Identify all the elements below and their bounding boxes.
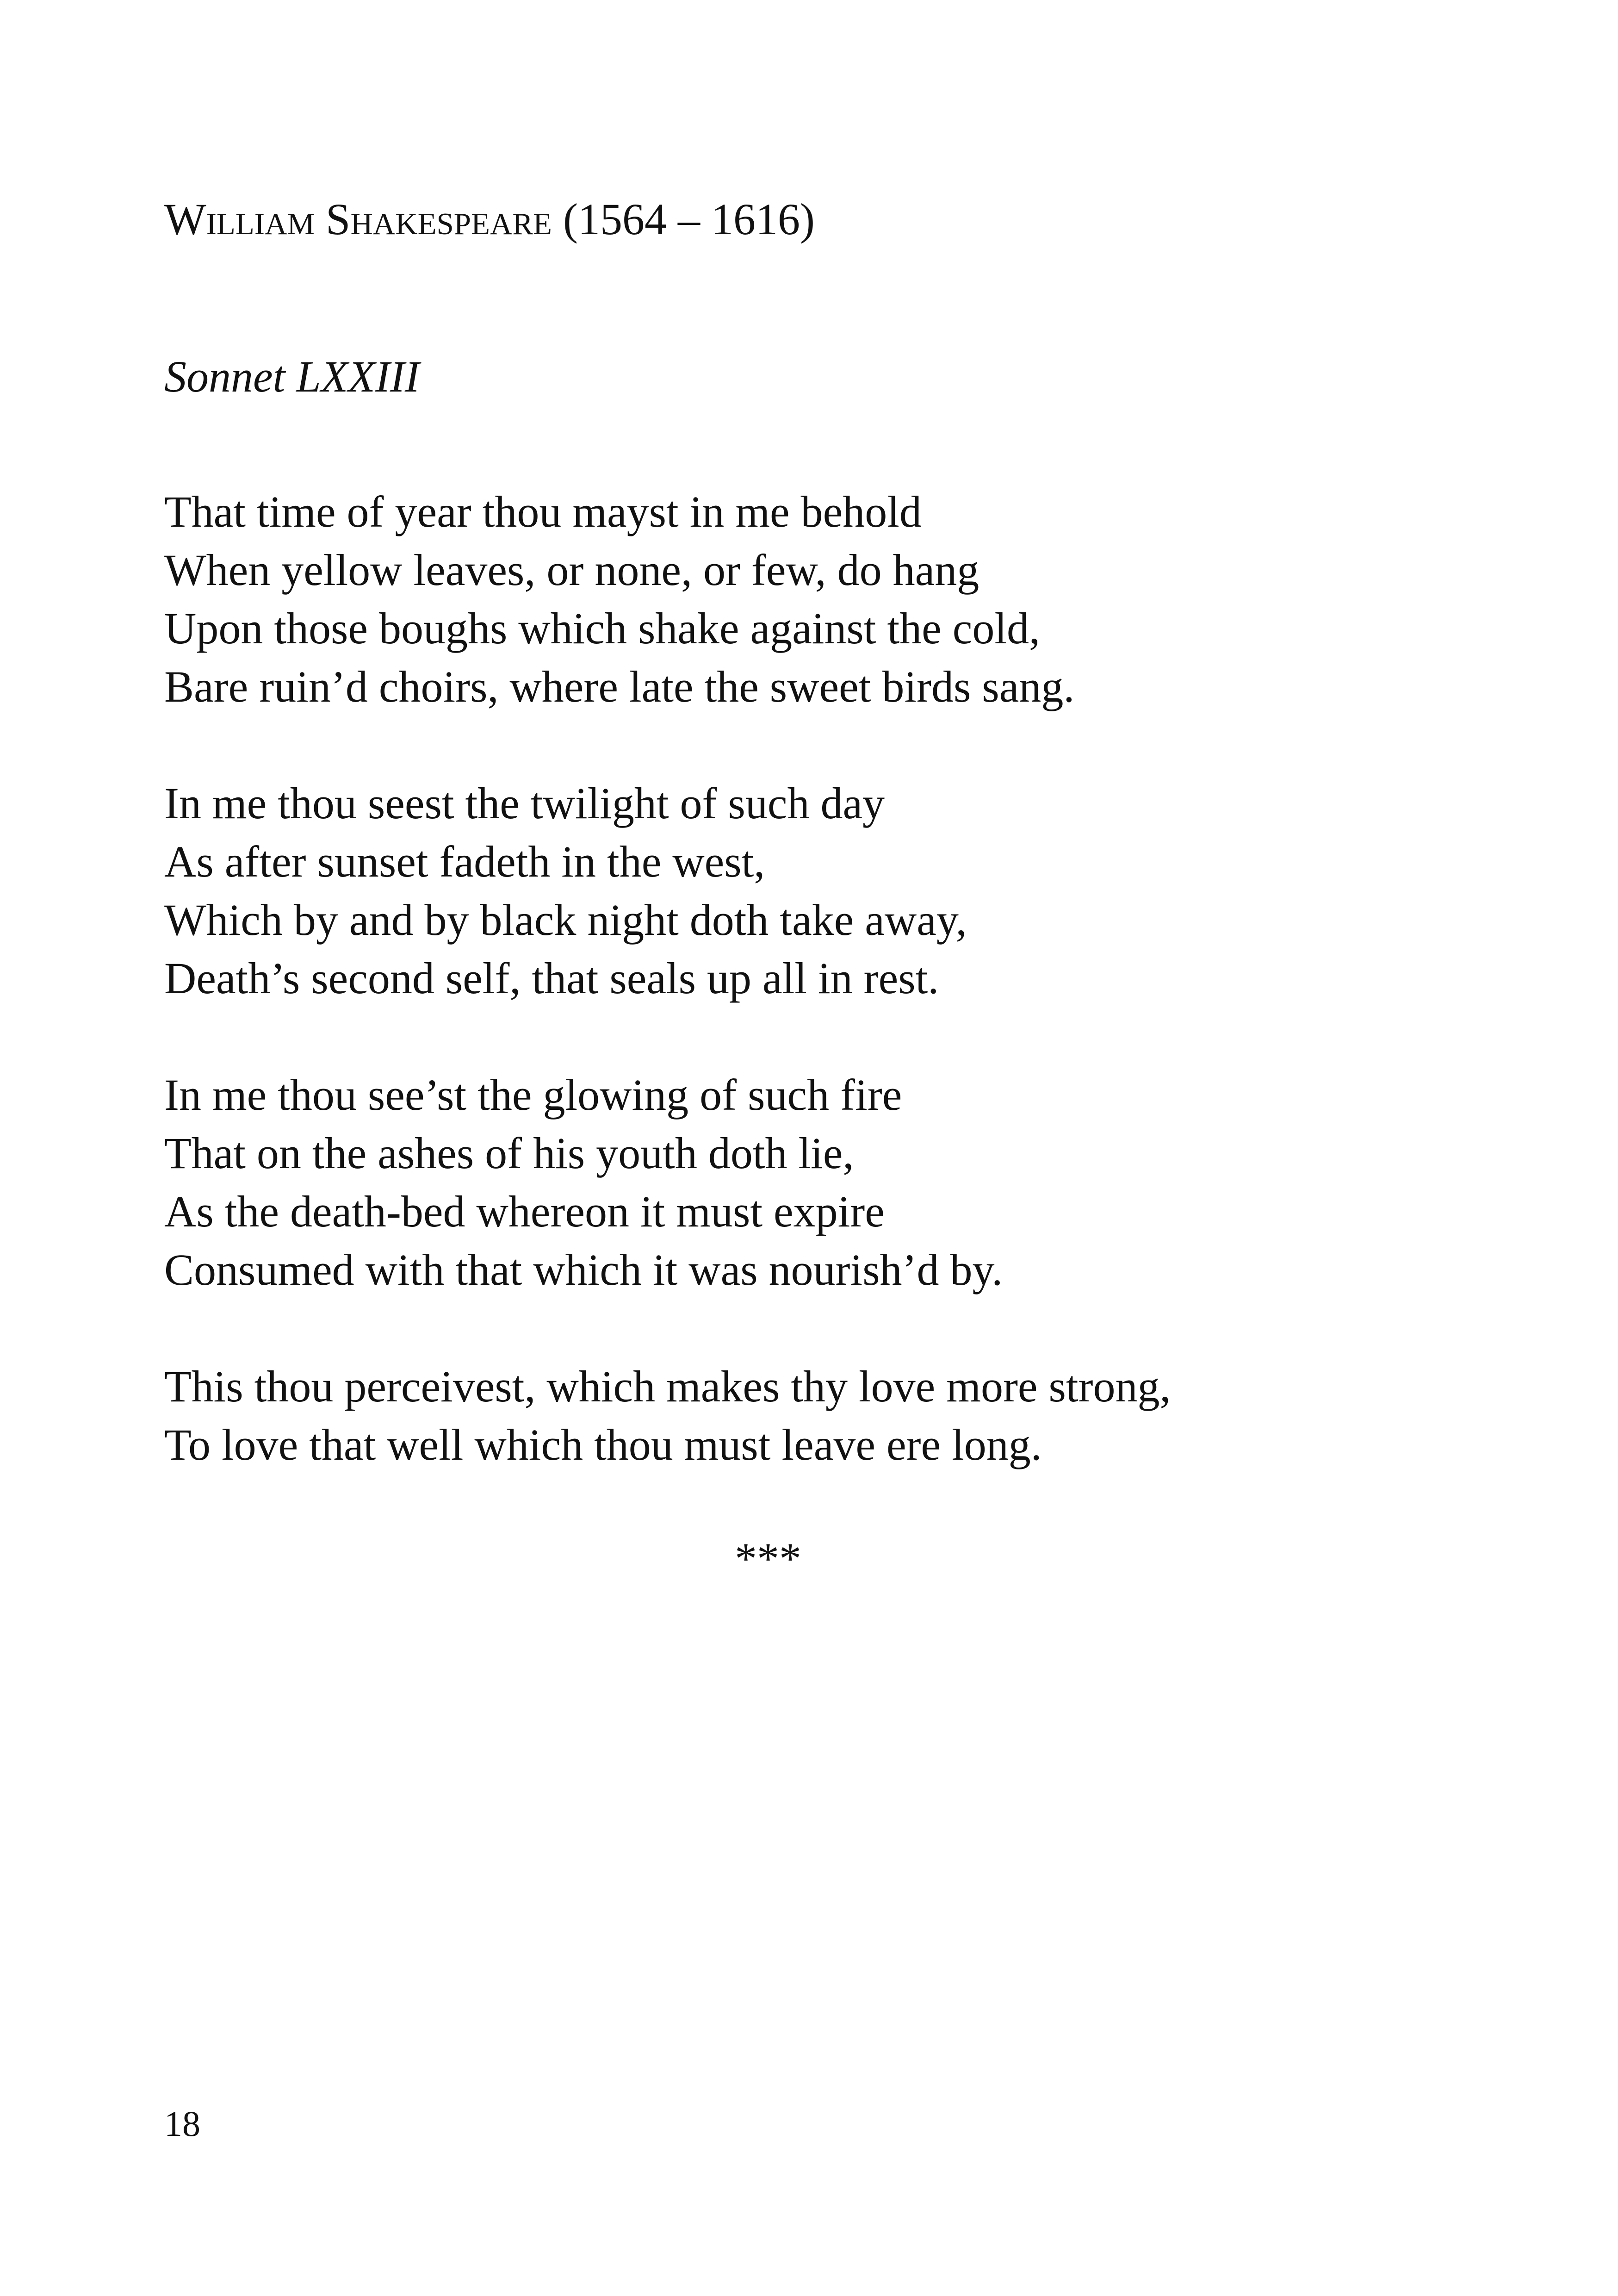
poem-line: That on the ashes of his youth doth lie, [164,1128,854,1178]
author-last-name: Shakespeare [326,194,552,244]
poem-line: As after sunset fadeth in the west, [164,837,765,886]
poem-line: As the death-bed whereon it must expire [164,1187,885,1236]
stanza-2 [164,774,1506,1008]
stanza-3 [164,1066,1506,1299]
poem-line: In me thou see’st the glowing of such fire [164,1070,902,1120]
author-heading [164,194,815,244]
poem-body [164,483,1506,1532]
poem-line: In me thou seest the twilight of such day [164,778,885,828]
poem-line: That time of year thou mayst in me behold [164,487,922,536]
section-separator: *** [735,1534,801,1583]
poem-line: Death’s second self, that seals up all in rest. [164,953,939,1003]
poem-line: Which by and by black night doth take away, [164,895,967,945]
poem-line: To love that well which thou must leave ere long. [164,1420,1042,1469]
couplet [164,1357,1506,1474]
poem-line: Upon those boughs which shake against the cold, [164,604,1040,653]
author-dates: (1564 – 1616) [563,194,815,244]
poem-line: Bare ruin’d choirs, where late the sweet birds sang. [164,662,1075,711]
author-first-name: William [164,194,315,244]
poem-line: This thou perceivest, which makes thy love more strong, [164,1362,1171,1411]
poem-line: Consumed with that which it was nourish’d by. [164,1245,1003,1294]
poem-title: Sonnet LXXIII [164,352,420,401]
page-number: 18 [164,2103,200,2144]
poem-line: When yellow leaves, or none, or few, do hang [164,545,979,595]
stanza-1 [164,483,1506,716]
